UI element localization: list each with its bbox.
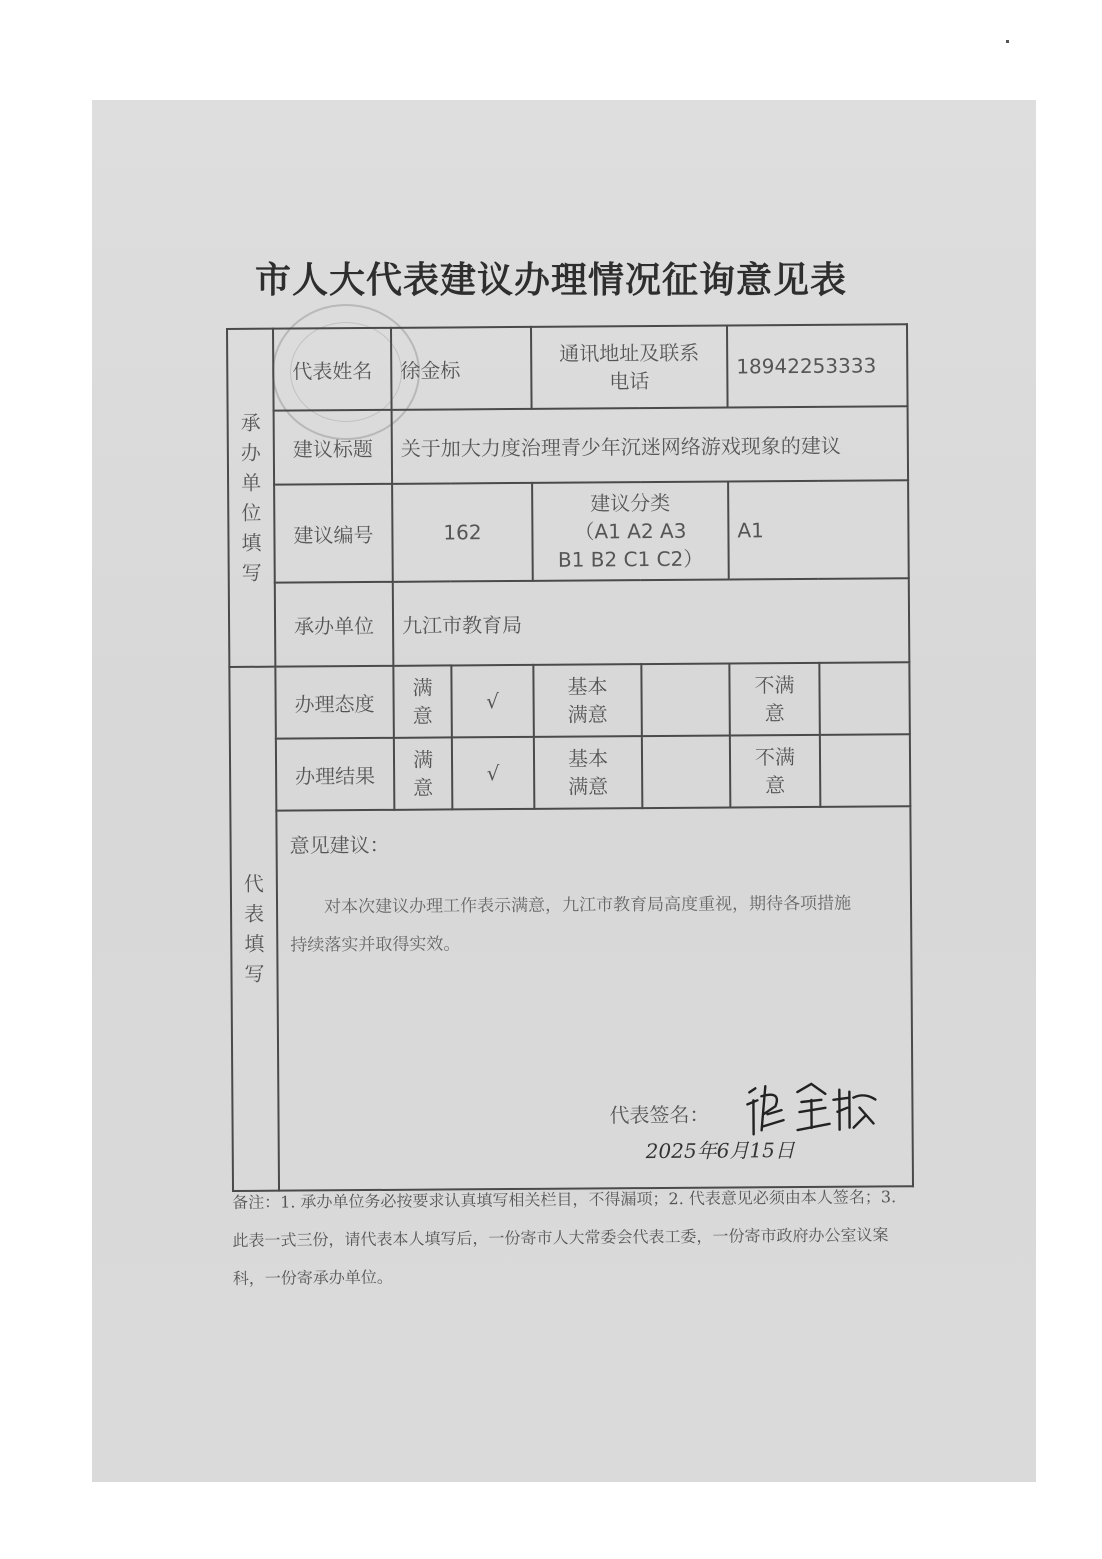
opinion-label: 意见建议： bbox=[289, 832, 390, 858]
attitude-option-satisfied: 满 意 bbox=[393, 665, 452, 737]
section-rep-fill: 代 表 填 写 bbox=[229, 667, 279, 1191]
contact-value: 18942253333 bbox=[727, 324, 908, 407]
row-opinion bbox=[230, 806, 913, 1191]
category-value: A1 bbox=[728, 480, 909, 579]
attitude-label: 办理态度 bbox=[275, 666, 393, 739]
org-label: 承办单位 bbox=[275, 582, 394, 667]
footnote: 备注：1. 承办单位务必按要求认真填写相关栏目，不得漏项；2. 代表意见必须由本人签名；3. 此表一式三份，请代表本人填写后，一份寄市人大常委会代表工委，一份寄市政府办公室议案科，一份寄承办单位。 bbox=[232, 1187, 897, 1288]
opinion-cell bbox=[276, 806, 913, 1190]
handwritten-date: 2025年6月15日 bbox=[645, 1138, 795, 1164]
signature-label: 代表签名： bbox=[609, 1102, 710, 1128]
rep-name-value: 徐金标 bbox=[391, 327, 532, 410]
number-value: 162 bbox=[392, 483, 533, 582]
attitude-option-basic: 基本 满意 bbox=[533, 664, 642, 737]
attitude-check-unsatisfied bbox=[819, 662, 910, 735]
form-title: 市人大代表建议办理情况征询意见表 bbox=[254, 259, 847, 301]
result-label: 办理结果 bbox=[276, 738, 394, 811]
contact-label: 通讯地址及联系 电话 bbox=[531, 326, 728, 409]
rep-name-label: 代表姓名 bbox=[273, 328, 392, 411]
result-option-satisfied: 满 意 bbox=[394, 737, 453, 809]
attitude-option-unsatisfied: 不满 意 bbox=[729, 663, 820, 736]
attitude-check-satisfied: √ bbox=[451, 665, 534, 738]
result-check-basic bbox=[642, 735, 731, 808]
result-option-basic: 基本 满意 bbox=[534, 736, 643, 809]
result-option-unsatisfied: 不满 意 bbox=[730, 735, 821, 808]
attitude-check-basic bbox=[641, 663, 730, 736]
result-check-satisfied: √ bbox=[452, 737, 535, 810]
row-topic bbox=[228, 406, 909, 485]
result-check-unsatisfied bbox=[820, 734, 911, 807]
category-label: 建议分类 （A1 A2 A3 B1 B2 C1 C2） bbox=[532, 481, 729, 580]
org-value: 九江市教育局 bbox=[393, 578, 910, 666]
opinion-form-table bbox=[226, 323, 914, 1192]
number-label: 建议编号 bbox=[274, 484, 393, 583]
handwritten-signature bbox=[741, 1077, 881, 1138]
opinion-text: 对本次建议办理工作表示满意，九江市教育局高度重视，期待各项措施持续落实并取得实效。 bbox=[290, 893, 852, 956]
topic-value: 关于加大力度治理青少年沉迷网络游戏现象的建议 bbox=[392, 406, 909, 484]
row-org bbox=[229, 578, 910, 667]
scan-speck bbox=[1006, 40, 1009, 43]
row-representative bbox=[227, 324, 908, 411]
section-org-fill: 承 办 单 位 填 写 bbox=[227, 329, 275, 667]
topic-label: 建议标题 bbox=[274, 410, 393, 485]
row-number bbox=[228, 480, 909, 583]
row-result bbox=[230, 734, 911, 811]
row-attitude bbox=[229, 662, 910, 739]
